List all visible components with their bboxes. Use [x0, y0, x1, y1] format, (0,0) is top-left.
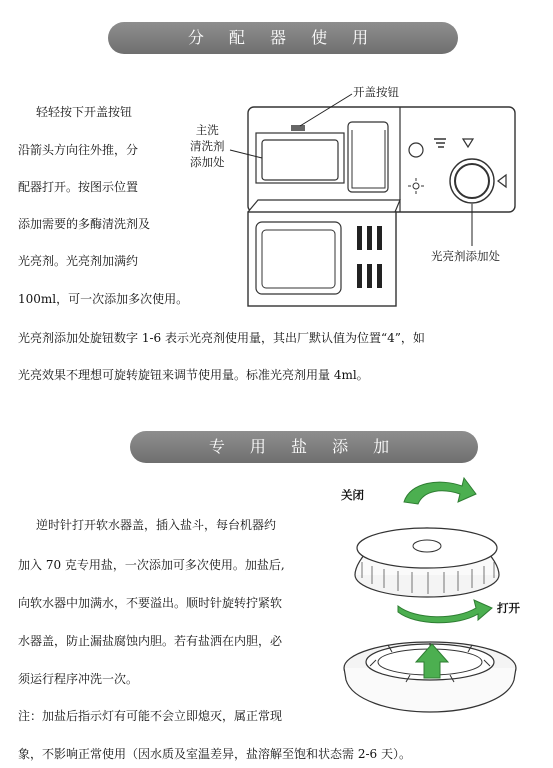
- callout-open-button: 开盖按钮: [353, 85, 399, 99]
- callout-line: 添加处: [190, 155, 225, 169]
- paragraph-line: 象，不影响正常使用（因水质及室温差异，盐溶解至饱和状态需 2-6 天）。: [18, 747, 411, 761]
- open-arrow-icon: [398, 600, 492, 623]
- paragraph-line: 逆时针打开软水器盖，插入盐斗，每台机器约: [36, 518, 277, 532]
- close-arrow-icon: [404, 478, 476, 504]
- paragraph-line: 轻轻按下开盖按钮: [36, 105, 133, 119]
- callout-line: 清洗剂: [190, 139, 225, 153]
- paragraph-line: 光亮效果不理想可旋转旋钮来调节使用量。标准光亮剂用量 4ml。: [18, 368, 369, 382]
- paragraph-line: 添加需要的多酶清洗剂及: [18, 217, 151, 231]
- paragraph-line: 须运行程序冲洗一次。: [18, 672, 139, 686]
- callout-line: 主洗: [195, 123, 219, 137]
- paragraph-line: 沿箭头方向往外推，分: [18, 143, 139, 157]
- callout-rinse-aid: 光亮剂添加处: [431, 249, 500, 263]
- paragraph-line: 向软水器中加满水，不要溢出。顺时针旋转拧紧软: [18, 596, 283, 610]
- section-title: 分 配 器 使 用: [187, 28, 379, 47]
- paragraph-line: 注：加盐后指示灯有可能不会立即熄灭，属正常现: [18, 709, 283, 723]
- paragraph-line: 光亮剂添加处旋钮数字 1-6 表示光亮剂使用量，其出厂默认值为位置“4”，如: [18, 331, 425, 345]
- paragraph-line: 100ml，可一次添加多次使用。: [18, 292, 189, 306]
- paragraph-line: 水器盖，防止漏盐腐蚀内胆。若有盐洒在内胆，必: [18, 634, 283, 648]
- section-title: 专 用 盐 添 加: [208, 437, 400, 456]
- paragraph-line: 光亮剂。光亮剂加满约: [18, 254, 139, 268]
- callout-close: 关闭: [341, 488, 364, 502]
- paragraph-line: 配器打开。按图示位置: [18, 180, 139, 194]
- paragraph-line: 加入 70 克专用盐，一次添加可多次使用。加盐后,: [18, 558, 285, 572]
- callout-open: 打开: [497, 601, 520, 615]
